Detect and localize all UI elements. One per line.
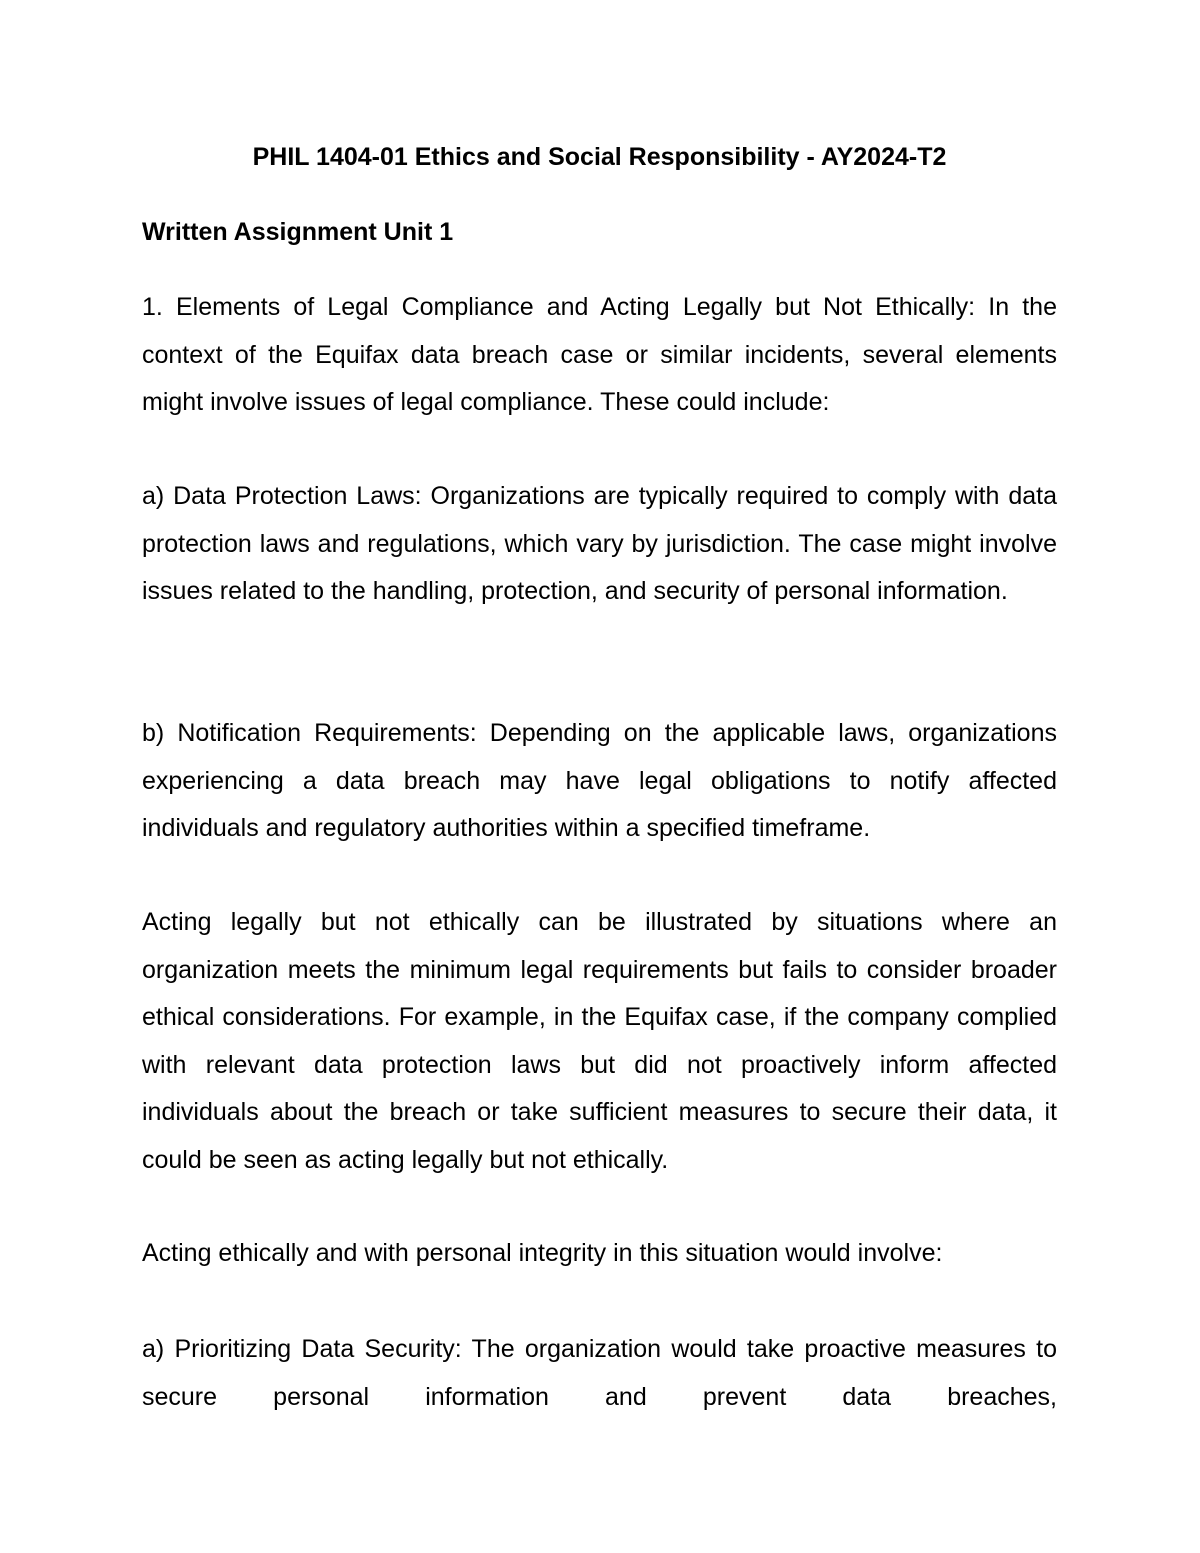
document-title: PHIL 1404-01 Ethics and Social Responsibility - AY2024-T2 xyxy=(252,143,947,171)
document-subtitle: Written Assignment Unit 1 xyxy=(142,218,454,246)
paragraph-data-protection-laws: a) Data Protection Laws: Organizations are typically required to comply with data protection laws and regulations, which vary by jurisdiction. The case might involve issues related to the handling, protection, and security of personal information. xyxy=(142,482,1057,605)
paragraph-acting-legally-not-ethically: Acting legally but not ethically can be illustrated by situations where an organization meets the minimum legal requirements but fails to consider broader ethical considerations. For example, in the Equifax case, if the company complied with relevant data protection laws but did not proactively inform affected individuals about the breach or take sufficient measures to secure their data, it could be seen as acting legally but not ethically. xyxy=(142,908,1057,1174)
paragraph-notification-requirements: b) Notification Requirements: Depending on the applicable laws, organizations experiencing a data breach may have legal obligations to notify affected individuals and regulatory authorities within a specified timeframe. xyxy=(142,719,1057,842)
paragraph-legal-compliance-intro: 1. Elements of Legal Compliance and Acting Legally but Not Ethically: In the context of the Equifax data breach case or similar incidents, several elements might involve issues of legal compliance. These could include: xyxy=(142,293,1057,416)
paragraph-prioritizing-data-security: a) Prioritizing Data Security: The organization would take proactive measures to secure personal information and prevent data breaches, xyxy=(142,1335,1057,1411)
paragraph-acting-ethically-intro: Acting ethically and with personal integrity in this situation would involve: xyxy=(142,1239,943,1267)
